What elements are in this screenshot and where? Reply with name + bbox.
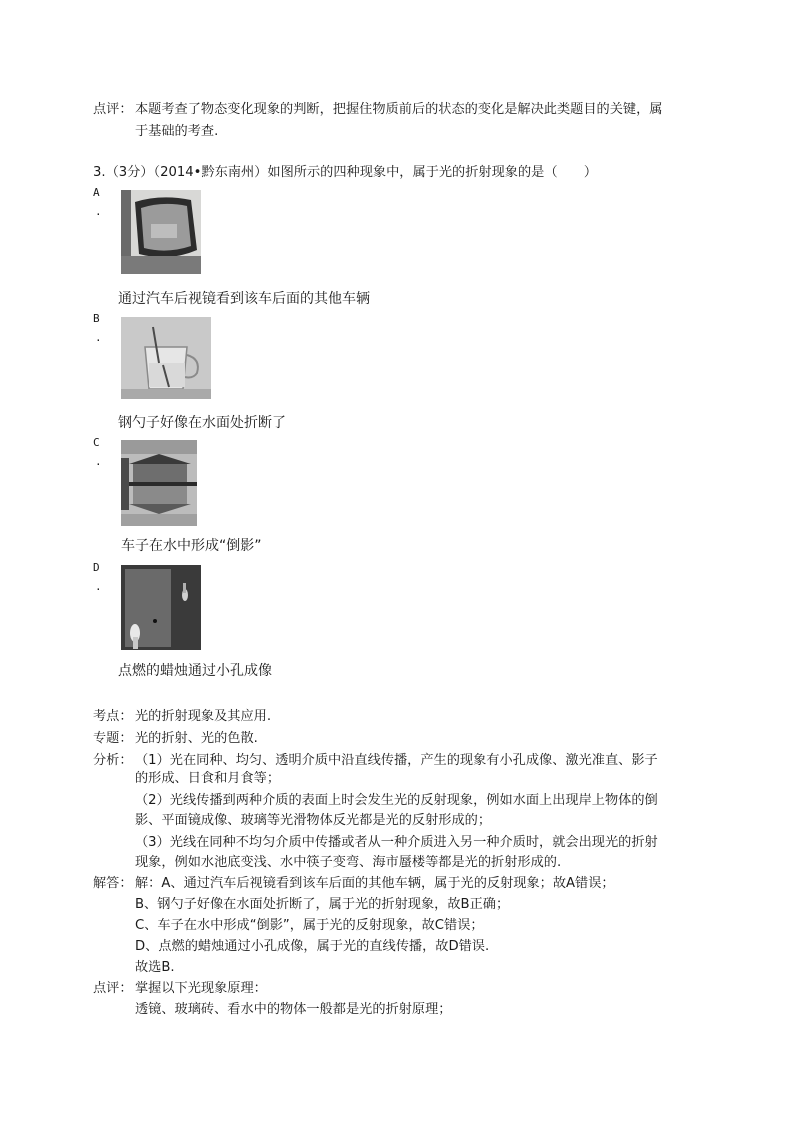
kaodian-label: 考点： [93,709,133,724]
fenxi-label: 分析： [93,753,133,768]
option-a-dot: . [95,205,102,218]
option-a-letter: A [93,186,100,199]
option-a-caption: 通过汽车后视镜看到该车后面的其他车辆 [118,291,370,307]
jieda-label: 解答： [93,876,133,891]
pinhole-candle-picture [121,565,201,650]
zhuanti-text: 光的折射、光的色散. [135,731,258,746]
jieda-line-4: D、点燃的蜡烛通过小孔成像，属于光的直线传播，故D错误. [135,939,490,954]
jieda-line-5: 故选B. [135,960,175,975]
option-c-letter: C [93,436,100,449]
option-c-image [121,440,197,526]
prev-comment-line-2: 于基础的考查. [135,124,219,139]
option-c-dot: . [95,455,102,468]
option-b-caption: 钢勺子好像在水面处折断了 [118,415,286,431]
option-b-letter: B [93,312,100,325]
car-mirror-picture [121,190,201,274]
option-d-dot: . [95,580,102,593]
jieda-line-3: C、车子在水中形成“倒影”，属于光的反射现象，故C错误； [135,918,484,933]
zhuanti-label: 专题： [93,731,133,746]
dianping-label: 点评： [93,981,133,996]
fenxi-line-1: （1）光在同种、均匀、透明介质中沿直线传播，产生的现象有小孔成像、激光准直、影子 [135,753,658,768]
option-d-caption: 点燃的蜡烛通过小孔成像 [118,663,272,679]
option-d-letter: D [93,561,100,574]
fenxi-line-3: （2）光线传播到两种介质的表面上时会发生光的反射现象，例如水面上出现岸上物体的倒 [135,793,658,808]
fenxi-line-5: （3）光线在同种不均匀介质中传播或者从一种介质进入另一种介质时，就会出现光的折射 [135,835,658,850]
option-b-dot: . [95,331,102,344]
fenxi-line-2: 的形成、日食和月食等； [135,771,281,786]
option-b-image [121,317,211,399]
option-c-caption: 车子在水中形成“倒影” [121,538,262,554]
option-d-image [121,565,201,650]
jieda-line-2: B、钢勺子好像在水面处折断了，属于光的折射现象，故B正确； [135,897,510,912]
jieda-line-1: 解：A、通过汽车后视镜看到该车后面的其他车辆，属于光的反射现象；故A错误； [135,876,615,891]
prev-comment-line-1: 本题考查了物态变化现象的判断，把握住物质前后的状态的变化是解决此类题目的关键，属 [135,102,663,117]
prev-comment-label: 点评： [93,102,133,117]
fenxi-line-4: 影、平面镜成像、玻璃等光滑物体反光都是光的反射形成的； [135,813,492,828]
kaodian-text: 光的折射现象及其应用. [135,709,272,724]
dianping-line-2: 透镜、玻璃砖、看水中的物体一般都是光的折射原理； [135,1002,452,1017]
reflection-in-water-picture [121,440,197,526]
option-a-image [121,190,201,274]
question-stem: 3.（3分）（2014•黔东南州）如图所示的四种现象中，属于光的折射现象的是（ ） [93,165,598,180]
spoon-in-glass-picture [121,317,211,399]
fenxi-line-6: 现象，例如水池底变浅、水中筷子变弯、海市蜃楼等都是光的折射形成的. [135,855,562,870]
dianping-line-1: 掌握以下光现象原理： [135,981,267,996]
